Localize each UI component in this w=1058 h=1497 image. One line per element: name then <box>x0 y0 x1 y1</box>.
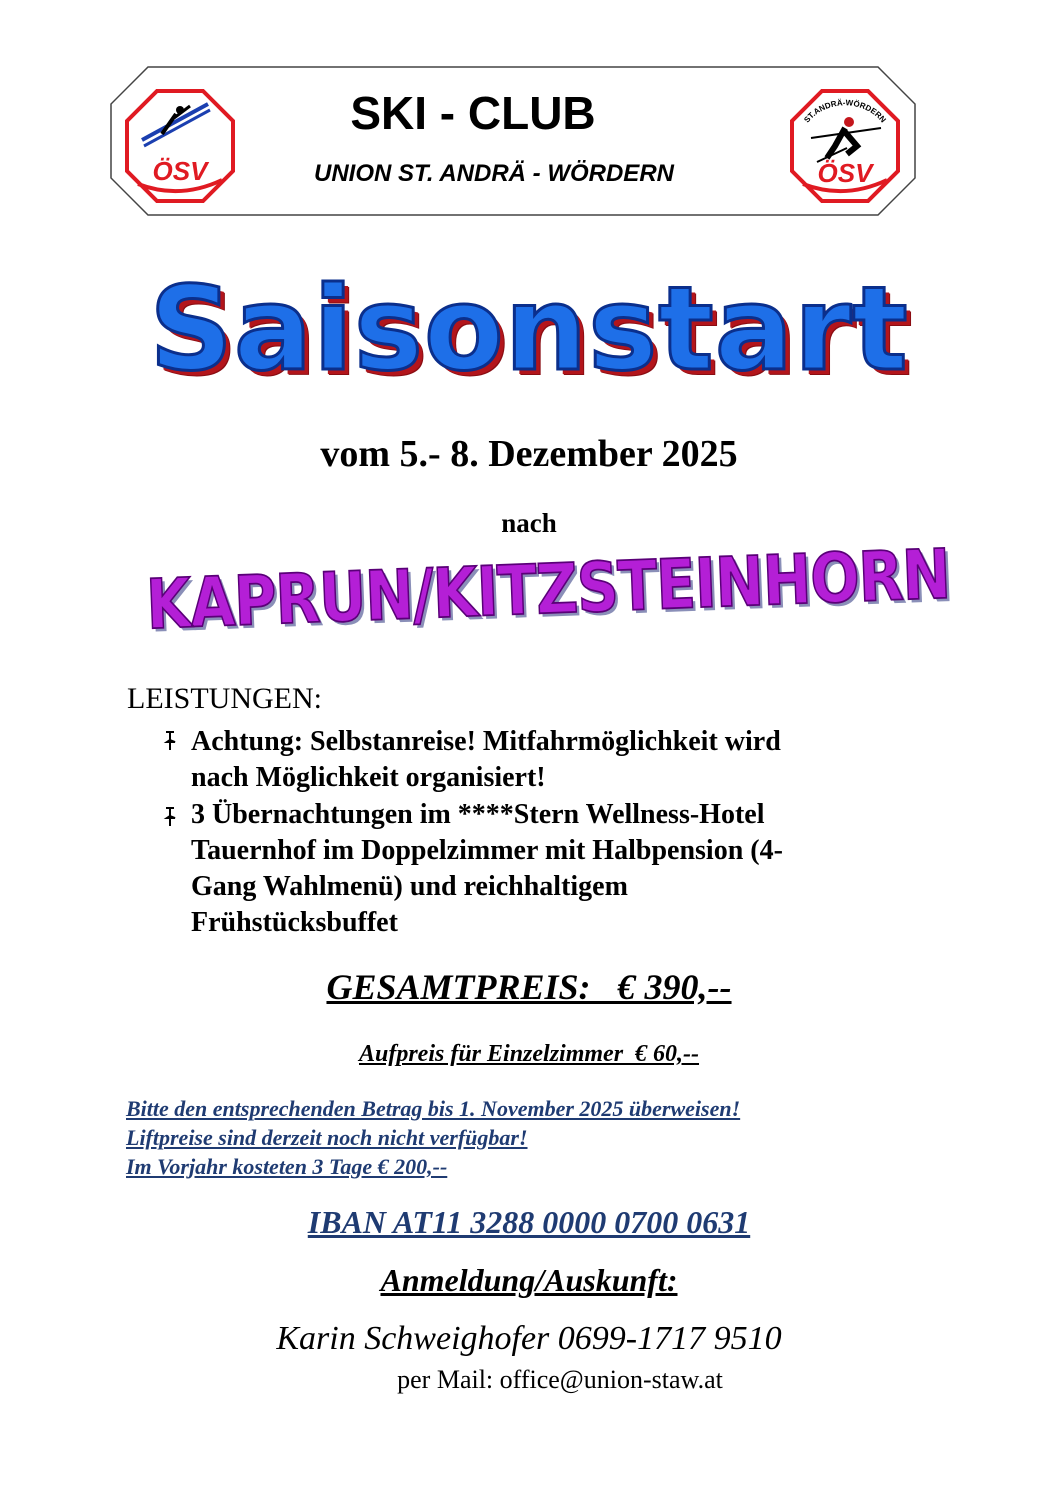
leistung-line: Frühstücksbuffet <box>191 907 398 938</box>
event-dates: vom 5.- 8. Dezember 2025 <box>320 433 738 475</box>
svg-text:ST.ANDRÄ-WÖRDERN: ST.ANDRÄ-WÖRDERN <box>802 98 888 125</box>
contact-person: Karin Schweighofer 0699-1717 9510 <box>276 1320 782 1357</box>
svg-text:ÖSV: ÖSV <box>817 158 873 188</box>
leistung-line: Tauernhof im Doppelzimmer mit Halbpension (4- <box>191 835 783 866</box>
leistung-line: nach Möglichkeit organisiert! <box>191 762 546 793</box>
club-subtitle: UNION ST. ANDRÄ - WÖRDERN <box>314 160 674 187</box>
single-room-surcharge: Aufpreis für Einzelzimmer € 60,-- <box>358 1041 700 1067</box>
leistungen-heading: LEISTUNGEN: <box>127 682 322 715</box>
nach-label: nach <box>501 508 557 538</box>
total-price: GESAMTPREIS: € 390,-- <box>326 967 732 1007</box>
note-lift-prices: Liftpreise sind derzeit noch nicht verfügbar! <box>126 1125 528 1150</box>
leistung-item-1 <box>191 724 891 796</box>
note-previous-year: Im Vorjahr kosteten 3 Tage € 200,-- <box>126 1154 448 1179</box>
note-payment-deadline: Bitte den entsprechenden Betrag bis 1. November 2025 überweisen! <box>126 1096 741 1121</box>
leistung-line: Achtung: Selbstanreise! Mitfahrmöglichkeit wird <box>191 726 781 757</box>
pushpin-icon <box>163 730 179 758</box>
svg-text:ÖSV: ÖSV <box>152 156 208 186</box>
iban: IBAN AT11 3288 0000 0700 0631 <box>307 1204 751 1240</box>
leistung-line: Gang Wahlmenü) und reichhaltigem <box>191 871 628 902</box>
leistung-line: 3 Übernachtungen im ****Stern Wellness-Hotel <box>191 799 765 830</box>
leistung-item-2 <box>191 797 891 941</box>
registration-heading: Anmeldung/Auskunft: <box>380 1262 678 1298</box>
headline-saisonstart: Saisonstart <box>149 262 909 397</box>
club-title: SKI - CLUB <box>350 87 596 139</box>
pushpin-icon <box>163 806 179 834</box>
contact-email: per Mail: office@union-staw.at <box>397 1365 723 1394</box>
destination-title: KAPRUN/KITZSTEINHORN <box>144 533 952 645</box>
